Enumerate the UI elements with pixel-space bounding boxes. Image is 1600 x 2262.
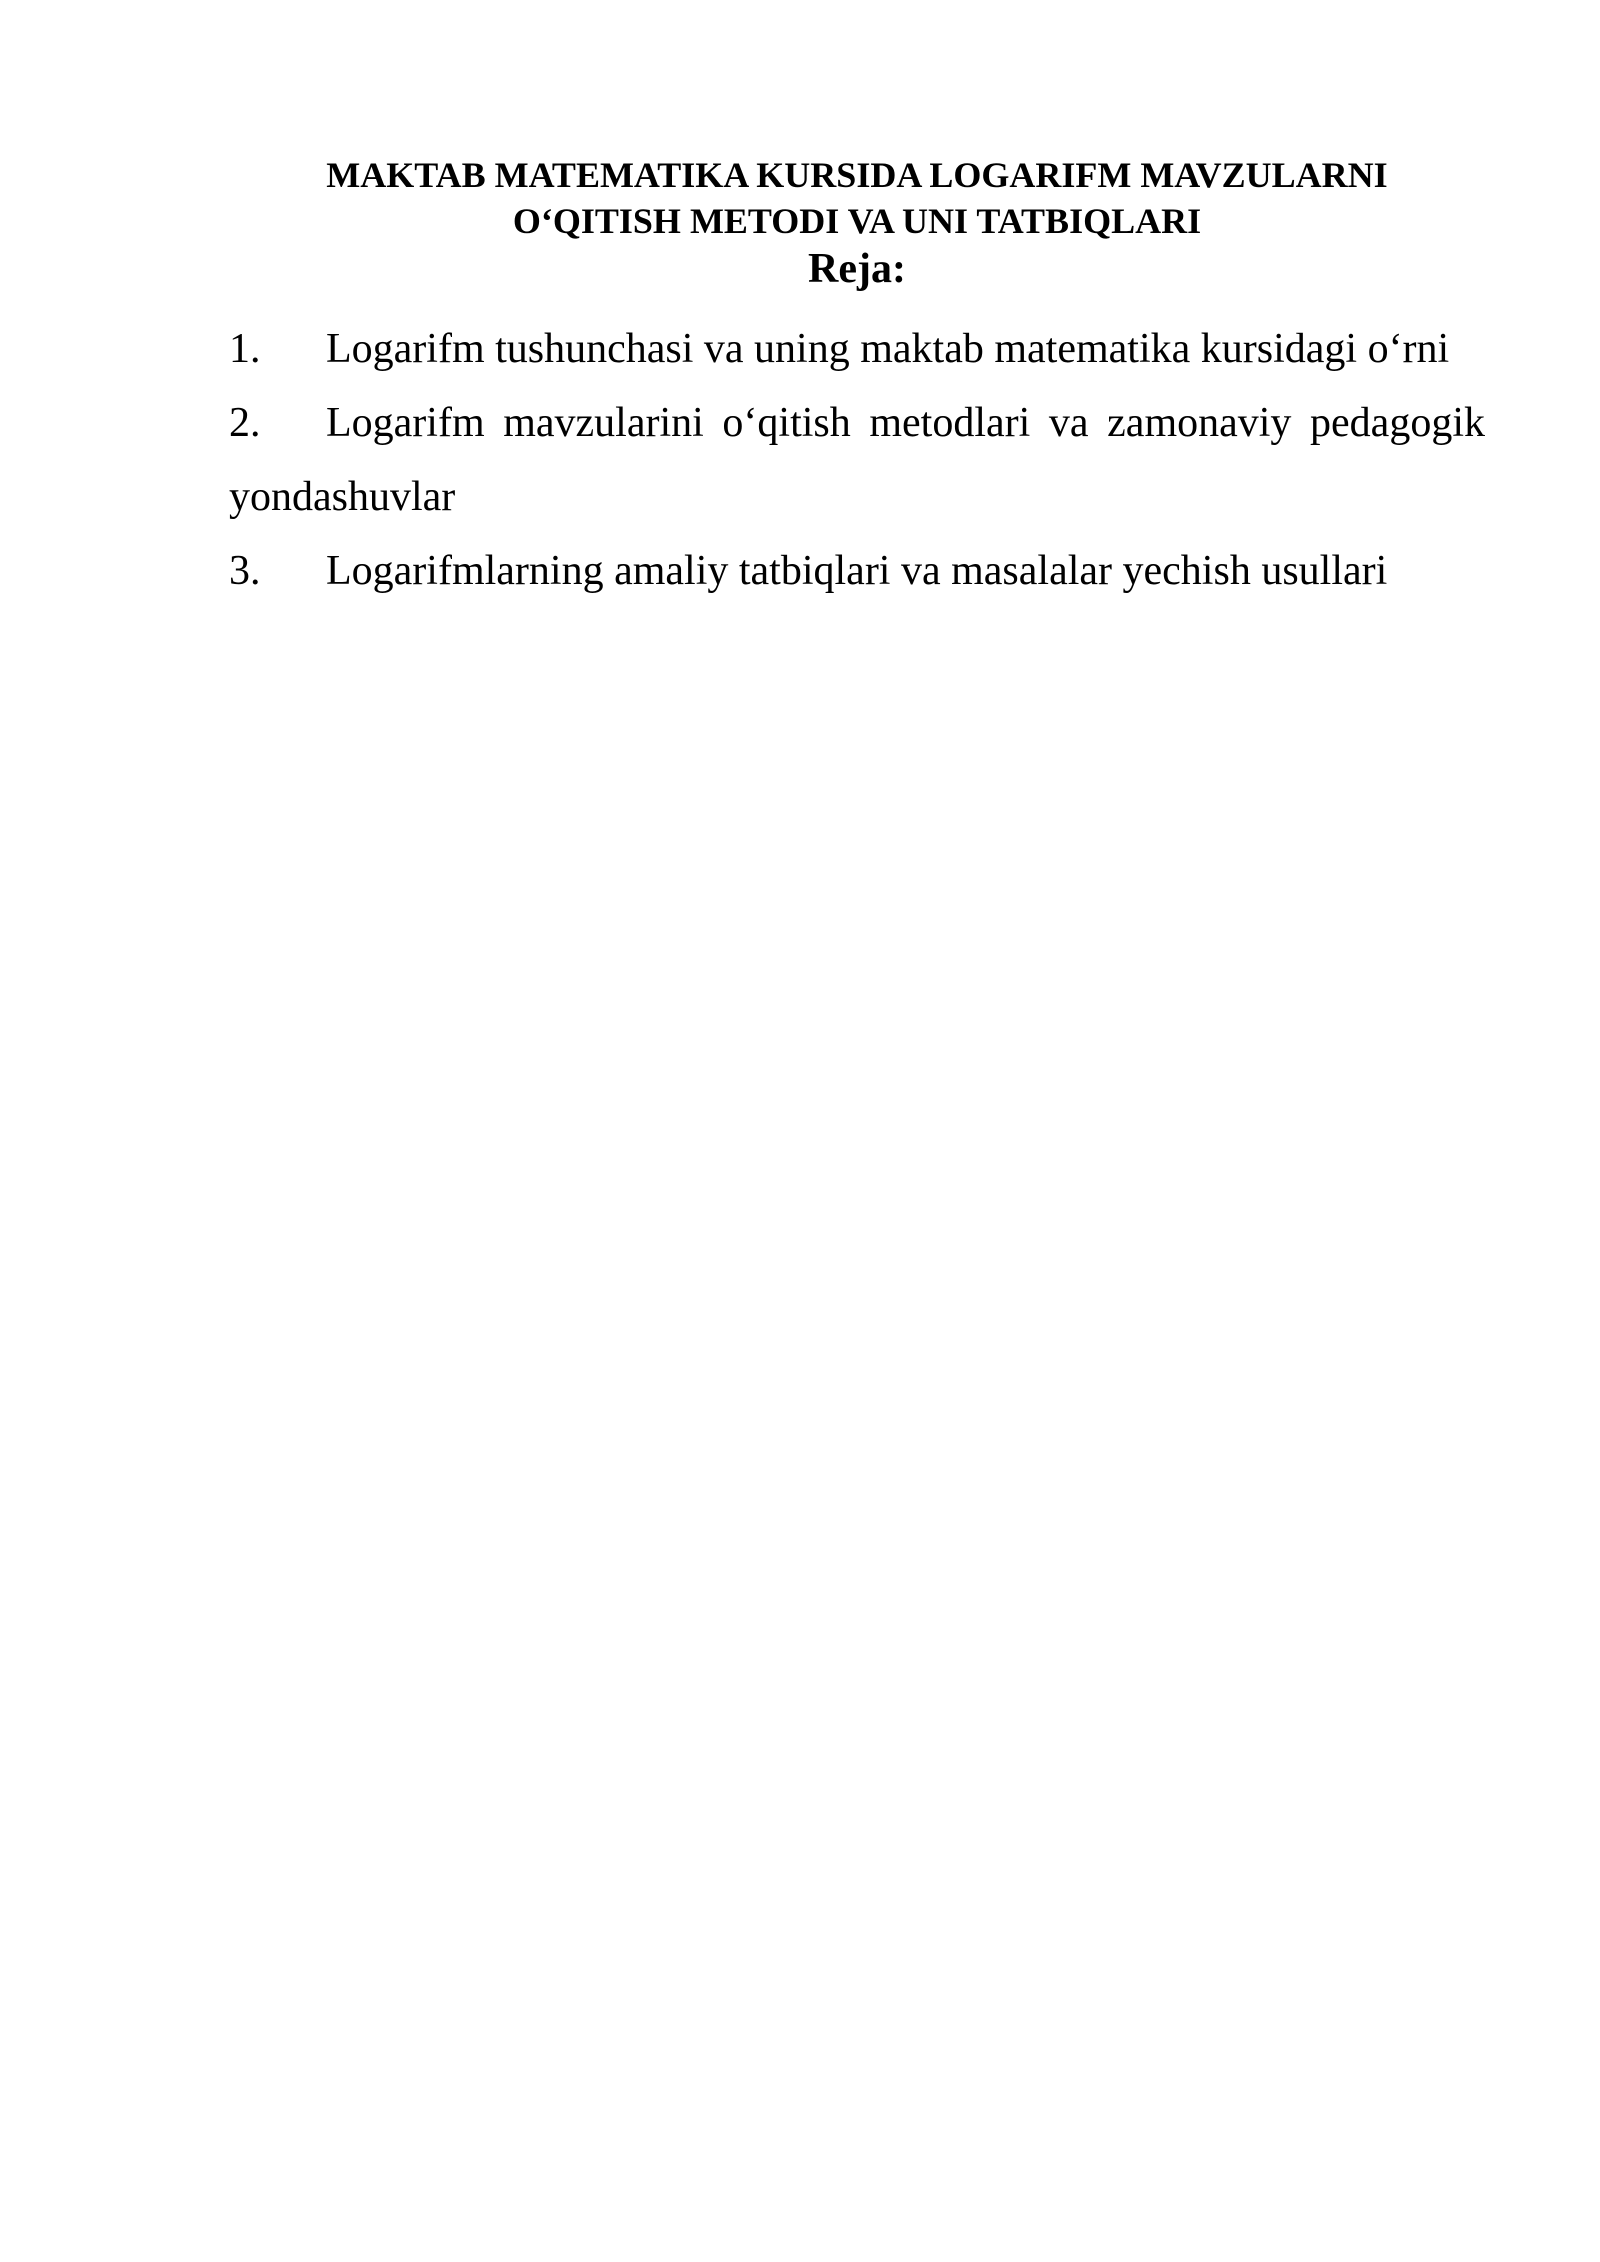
plan-item-number: 3.	[229, 548, 261, 594]
plan-item-3	[229, 534, 1485, 608]
plan-item-text: Logarifmlarning amaliy tatbiqlari va masalalar yechish usullari	[326, 548, 1388, 594]
plan-heading: Reja:	[808, 246, 906, 292]
plan-item-text: Logarifm mavzularini o‘qitish metodlari va zamonaviy pedagogik yondashuvlar	[229, 400, 1485, 520]
plan-item-1	[229, 312, 1485, 386]
plan-item-text: Logarifm tushunchasi va uning maktab matematika kursidagi o‘rni	[326, 326, 1450, 372]
document-title-line-2: O‘QITISH METODI VA UNI TATBIQLARI	[512, 201, 1202, 241]
plan-list	[229, 312, 1485, 608]
document-header	[229, 152, 1485, 294]
document-title-line-1: MAKTAB MATEMATIKA KURSIDA LOGARIFM MAVZULARNI	[326, 155, 1388, 195]
plan-item-2	[229, 386, 1485, 534]
plan-item-number: 1.	[229, 326, 261, 372]
plan-item-number: 2.	[229, 400, 261, 446]
